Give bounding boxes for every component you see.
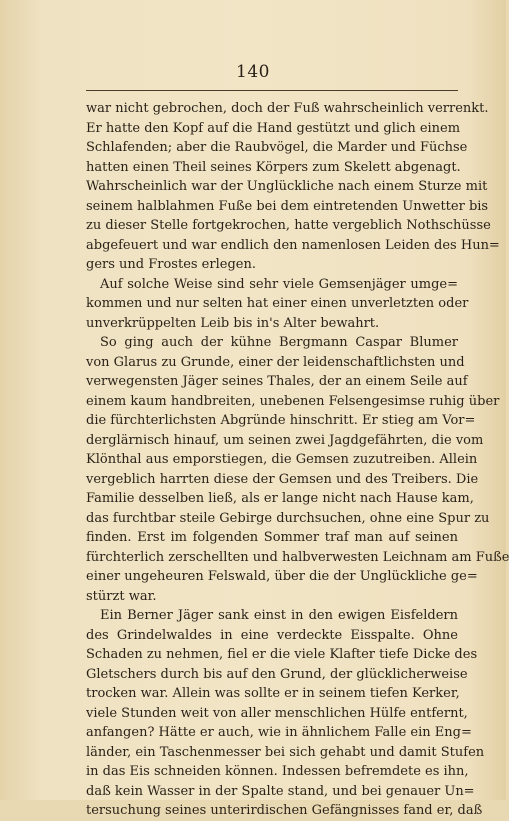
- text-line: derglärnisch hinauf, um seinen zwei Jagdgefährten, die vom: [86, 432, 484, 448]
- text-line: So ging auch der kühne Bergmann Caspar Blumer: [100, 335, 458, 350]
- text-line: Ein Berner Jäger sank einst in den ewigen Eisfeldern: [100, 608, 458, 623]
- text-line: Wahrscheinlich war der Unglückliche nach einem Sturze mit: [86, 179, 488, 194]
- text-line: Familie desselben ließ, als er lange nicht nach Hause kam,: [86, 491, 474, 506]
- text-line: einem kaum handbreiten, unebenen Felsengesimse ruhig über: [86, 393, 500, 409]
- text-line: unverkrüppelten Leib bis in's Alter bewahrt.: [86, 315, 380, 331]
- text-line: war nicht gebrochen, doch der Fuß wahrscheinlich verrenkt.: [86, 101, 489, 116]
- text-line: Klönthal aus emporstiegen, die Gemsen zuzutreiben. Allein: [86, 452, 478, 467]
- text-line: einer ungeheuren Felswald, über die der Unglückliche ge=: [86, 569, 478, 584]
- text-line: hatten einen Theil seines Körpers zum Skelett abgenagt.: [86, 159, 461, 175]
- page-number: 140: [236, 62, 270, 82]
- text-line: fürchterlich zerschellten und halbverwesten Leichnam am Fuße: [86, 549, 509, 565]
- text-line: die fürchterlichsten Abgründe hinschritt. Er stieg am Vor=: [86, 413, 476, 428]
- text-line: gers und Frostes erlegen.: [86, 257, 256, 272]
- text-line: in das Eis schneiden können. Indessen befremdete es ihn,: [86, 764, 469, 779]
- text-line: vergeblich harrten diese der Gemsen und des Treibers. Die: [86, 471, 479, 487]
- text-line: Schlafenden; aber die Raubvögel, die Marder und Füchse: [86, 140, 468, 155]
- text-line: tersuchung seines unterirdischen Gefängnisses fand er, daß: [86, 803, 483, 818]
- text-line: viele Stunden weit von aller menschlichen Hülfe entfernt,: [86, 705, 468, 721]
- text-line: zu dieser Stelle fortgekrochen, hatte vergeblich Nothschüsse: [86, 218, 491, 233]
- text-line: von Glarus zu Grunde, einer der leidenschaftlichsten und: [86, 354, 465, 370]
- text-line: verwegensten Jäger seines Thales, der an einem Seile auf: [86, 374, 468, 389]
- text-line: kommen und nur selten hat einer einen unverletzten oder: [86, 296, 469, 311]
- text-line: Auf solche Weise sind sehr viele Gemsenjäger umge=: [100, 276, 458, 292]
- text-line: Er hatte den Kopf auf die Hand gestützt und glich einem: [86, 120, 461, 136]
- text-line: des Grindelwaldes in eine verdeckte Eisspalte. Ohne: [86, 627, 458, 643]
- text-line: seinem halblahmen Fuße bei dem eintretenden Unwetter bis: [86, 198, 489, 214]
- text-line: abgefeuert und war endlich den namenlosen Leiden des Hun=: [86, 237, 500, 253]
- text-line: stürzt war.: [86, 588, 157, 604]
- text-line: das furchtbar steile Gebirge durchsuchen, ohne eine Spur zu: [86, 510, 490, 526]
- text-line: Schaden zu nehmen, fiel er die viele Klafter tiefe Dicke des: [86, 647, 478, 662]
- text-line: trocken war. Allein was sollte er in seinem tiefen Kerker,: [86, 686, 460, 701]
- text-line: finden. Erst im folgenden Sommer traf man auf seinen: [86, 530, 458, 545]
- text-line: länder, ein Taschenmesser bei sich gehabt und damit Stufen: [86, 744, 485, 760]
- text-line: anfangen? Hätte er auch, wie in ähnlichem Falle ein Eng=: [86, 725, 472, 740]
- header-rule: [86, 90, 458, 91]
- text-line: Gletschers durch bis auf den Grund, der glücklicherweise: [86, 666, 468, 682]
- text-line: daß kein Wasser in der Spalte stand, und bei genauer Un=: [86, 783, 475, 799]
- body-text: [86, 99, 509, 821]
